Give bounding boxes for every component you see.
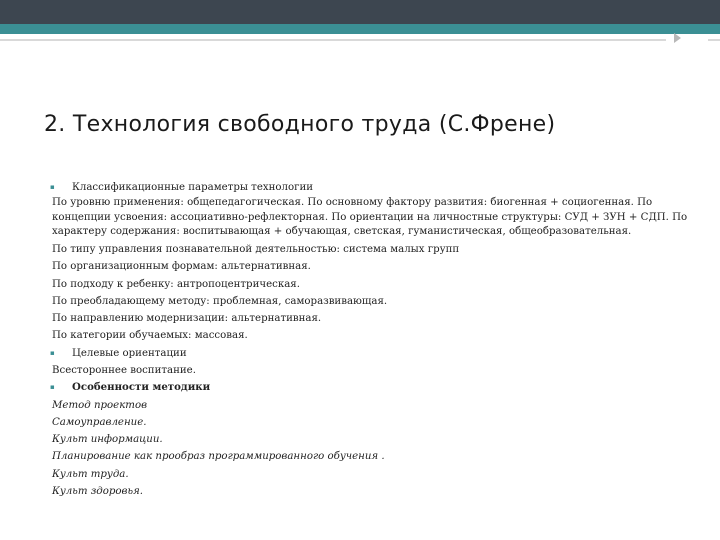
- bullet-icon: ▪: [50, 348, 55, 357]
- slide-title: 2. Технология свободного труда (С.Френе): [44, 112, 556, 137]
- bullet-text: Целевые ориентации: [72, 347, 187, 359]
- classification-paragraph: По уровню применения: общепедагогическая. По основному фактору развития: биогенная + социогенная. По концепции усвоения: ассоциативно-рефлекторная. По ориентации на личностные структуры: СУД + ЗУН + СДП. По характеру содержания: воспитывающая + обучающая, светская, гуманистическая, общеобразовательная.: [52, 197, 688, 237]
- bullet-icon: ▪: [50, 383, 55, 392]
- bullet-text: Особенности методики: [72, 381, 211, 394]
- param-category: По категории обучаемых: массовая.: [52, 330, 248, 342]
- slide-body: [52, 179, 692, 500]
- header-band-accent: [0, 24, 720, 34]
- divider-arrow-marker: [674, 33, 681, 43]
- param-method: По преобладающему методу: проблемная, саморазвивающая.: [52, 295, 388, 307]
- feature-item: Культ труда.: [52, 468, 129, 480]
- feature-item: Планирование как прообраз программированного обучения .: [52, 451, 385, 463]
- feature-item: Самоуправление.: [52, 416, 147, 428]
- bullet-method-features: [52, 379, 692, 396]
- bullet-icon: ▪: [50, 183, 55, 191]
- bullet-text: Классификационные параметры технологии: [72, 182, 314, 193]
- goal-text: Всестороннее воспитание.: [52, 364, 196, 376]
- header-band-dark: [0, 0, 720, 24]
- bullet-classification: [52, 179, 692, 196]
- feature-item: Культ здоровья.: [52, 486, 143, 498]
- param-modernization: По направлению модернизации: альтернативная.: [52, 313, 322, 325]
- param-organization: По организационным формам: альтернативная.: [52, 261, 311, 273]
- header-divider: [0, 39, 666, 41]
- bullet-goals: [52, 345, 692, 362]
- header-divider-right: [708, 39, 720, 41]
- param-management: По типу управления познавательной деятельностью: система малых групп: [52, 243, 460, 255]
- feature-item: Метод проектов: [52, 399, 148, 411]
- feature-item: Культ информации.: [52, 434, 163, 446]
- param-approach: По подходу к ребенку: антропоцентрическая.: [52, 278, 300, 290]
